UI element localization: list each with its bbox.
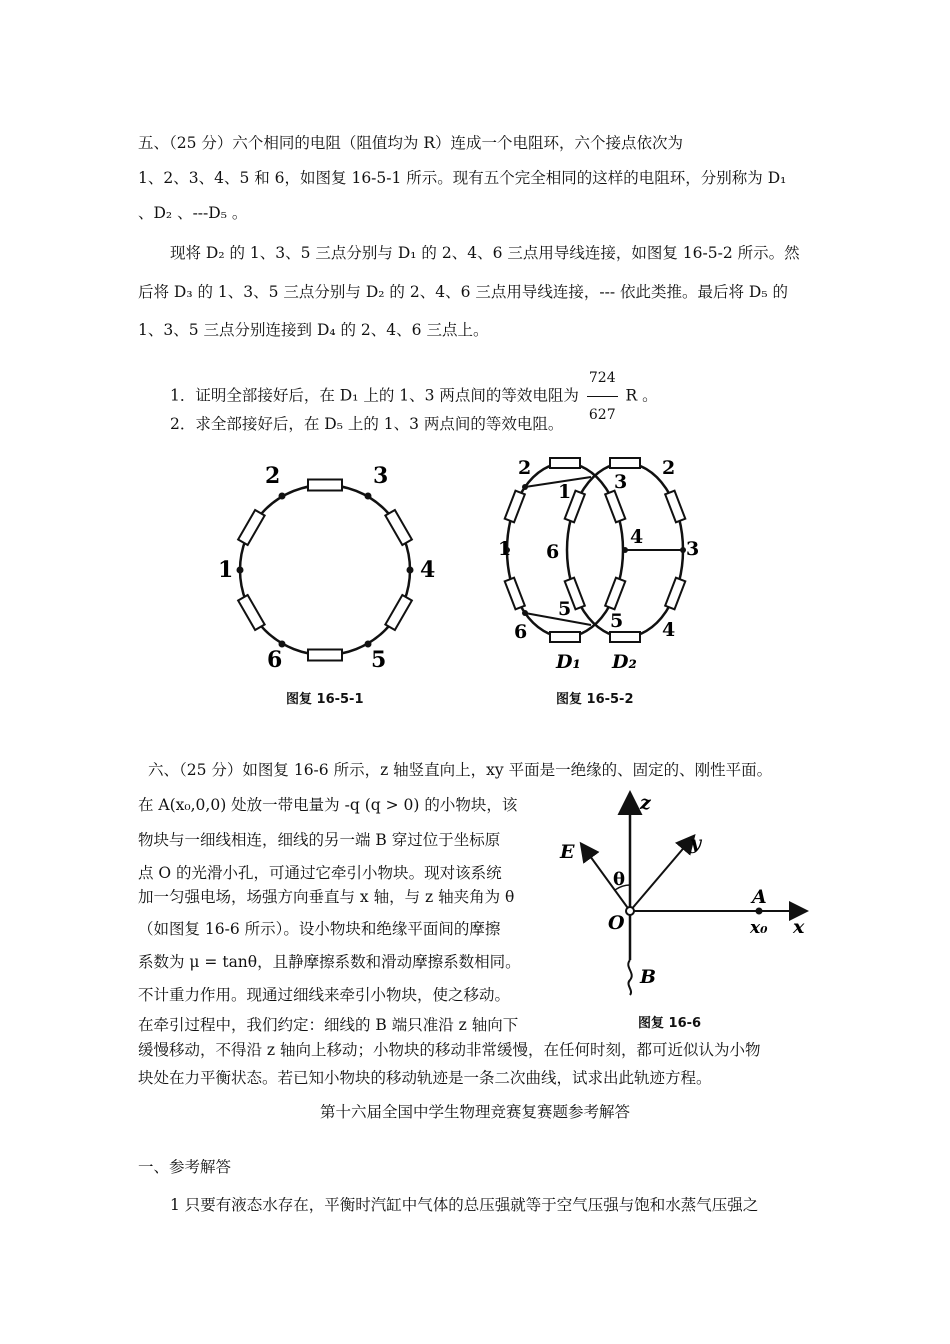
p5-line-1: 五、（25 分）六个相同的电阻（阻值均为 R）连成一个电阻环，六个接点依次为: [138, 134, 684, 152]
figure-16-6: [550, 785, 820, 1015]
axis-label-z: z: [640, 792, 651, 814]
axis-label-x: x: [793, 916, 805, 938]
node-label-1: 1: [218, 557, 234, 583]
figure-16-5-2: [490, 450, 710, 675]
d1-label-1: 1: [498, 538, 512, 560]
p6-line-5: 加一匀强电场，场强方向垂直与 x 轴，与 z 轴夹角为 θ: [138, 888, 515, 906]
resistor: [505, 578, 525, 610]
p5-q1-text: 1．证明全部接好后，在 D₁ 上的 1、3 两点间的等效电阻为: [170, 386, 579, 405]
p6-line-3: 物块与一细线相连，细线的另一端 B 穿过位于坐标原: [138, 831, 501, 849]
d2-label-1: 1: [558, 481, 572, 503]
p6-line-9: 在牵引过程中，我们约定：细线的 B 端只准沿 z 轴向下: [138, 1016, 519, 1034]
resistor: [308, 480, 342, 491]
p5-line-3: 、D₂ 、---D₅ 。: [138, 204, 248, 222]
resistor: [605, 578, 625, 610]
p6-line-10: 缓慢移动，不得沿 z 轴向上移动；小物块的移动非常缓慢，在任何时刻，都可近似认为小物: [138, 1041, 761, 1059]
fraction: [587, 360, 618, 433]
field-label-e: E: [560, 841, 575, 863]
resistor: [610, 632, 640, 642]
figure-caption-16-5-2: 图复 16-5-2: [556, 692, 634, 707]
resistor: [610, 458, 640, 468]
resistor: [550, 632, 580, 642]
d1-label-3: 6: [546, 541, 560, 563]
p5-line-4: 现将 D₂ 的 1、3、5 三点分别与 D₁ 的 2、4、6 三点用导线连接，如图复 16-5-2 所示。然: [170, 244, 800, 262]
resistor: [605, 491, 625, 523]
figure-caption-16-6: 图复 16-6: [638, 1016, 702, 1031]
p5-line-2: 1、2、3、4、5 和 6，如图复 16-5-1 所示。现有五个完全相同的这样的电阻环，分别称为 D₁: [138, 169, 787, 187]
p6-line-1: 六、（25 分）如图复 16-6 所示，z 轴竖直向上，xy 平面是一绝缘的、固定的、刚性平面。: [148, 761, 773, 779]
resistor: [550, 458, 580, 468]
node-label-6: 6: [267, 647, 283, 673]
p6-line-4: 点 O 的光滑小孔，可通过它牵引小物块。现对该系统: [138, 864, 502, 882]
figure-caption-16-5-1: 图复 16-5-1: [286, 692, 364, 707]
d1-label-5: 5: [610, 610, 624, 632]
ring-label-d1: D₁: [556, 651, 581, 673]
resistor: [665, 578, 685, 610]
p5-q1-tail: R 。: [625, 386, 658, 405]
p6-line-2: 在 A(x₀,0,0) 处放一带电量为 -q (q > 0) 的小物块，该: [138, 796, 518, 814]
d1-label-4: 4: [630, 526, 644, 548]
d1-label-3b: 3: [614, 471, 628, 493]
d2-label-3: 3: [686, 538, 700, 560]
resistor: [238, 595, 265, 630]
node-label-5: 5: [371, 647, 387, 673]
angle-label-theta: θ: [613, 869, 626, 890]
resistor: [385, 595, 412, 630]
answer-title: 第十六届全国中学生物理竞赛复赛题参考解答: [319, 1103, 630, 1121]
p6-line-7: 系数为 μ = tanθ，且静摩擦系数和滑动摩擦系数相同。: [138, 953, 521, 971]
ring-label-d2: D₂: [612, 651, 637, 673]
fraction-denominator: 627: [588, 407, 616, 423]
point-label-a: A: [752, 886, 767, 908]
point-label-x0: x₀: [750, 918, 768, 938]
d2-label-2: 2: [662, 457, 676, 479]
p5-line-5: 后将 D₃ 的 1、3、5 三点分别与 D₂ 的 2、4、6 三点用导线连接，--- 依此类推。最后将 D₅ 的: [138, 283, 789, 301]
d1-label-2: 2: [518, 457, 532, 479]
answer-section-heading: 一、参考解答: [138, 1158, 232, 1176]
p6-line-6: （如图复 16-6 所示）。设小物块和绝缘平面间的摩擦: [138, 920, 501, 938]
node-label-2: 2: [265, 463, 281, 489]
d2-label-5: 5: [558, 598, 572, 620]
axis-label-y: y: [690, 832, 702, 854]
d2-label-4: 4: [662, 619, 676, 641]
resistor: [308, 650, 342, 661]
p6-line-11: 块处在力平衡状态。若已知小物块的移动轨迹是一条二次曲线，试求出此轨迹方程。: [138, 1069, 712, 1087]
node-label-4: 4: [420, 557, 436, 583]
p5-question-2: 2．求全部接好后，在 D₅ 上的 1、3 两点间的等效电阻。: [170, 415, 564, 433]
resistor: [505, 491, 525, 523]
figure-16-5-1: [205, 455, 455, 680]
d1-label-6: 6: [514, 621, 528, 643]
p5-line-6: 1、3、5 三点分别连接到 D₄ 的 2、4、6 三点上。: [138, 321, 489, 339]
node-label-3: 3: [373, 463, 389, 489]
resistor: [665, 491, 685, 523]
origin-label-o: O: [608, 912, 625, 934]
fraction-numerator: 724: [587, 360, 618, 397]
resistor: [238, 510, 265, 545]
resistor: [385, 510, 412, 545]
end-label-b: B: [640, 966, 657, 988]
p6-line-8: 不计重力作用。现通过细线来牵引小物块，使之移动。: [138, 986, 511, 1004]
answer-line-1: 1 只要有液态水存在，平衡时汽缸中气体的总压强就等于空气压强与饱和水蒸气压强之: [170, 1196, 759, 1214]
